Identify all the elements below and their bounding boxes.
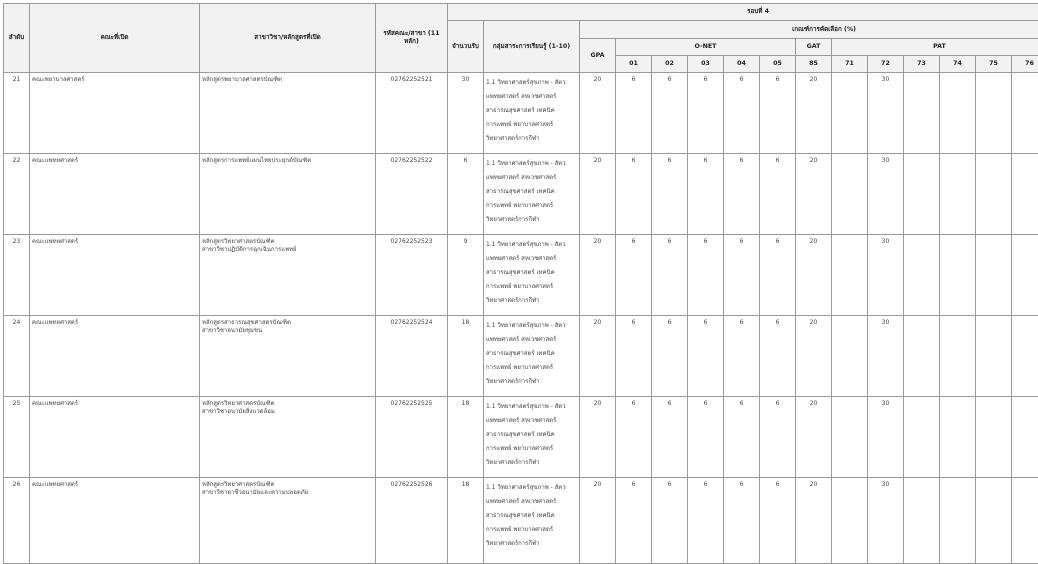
- header-onet-04: 04: [724, 56, 760, 73]
- row-group-line: การแพทย์ พยาบาลศาสตร์: [486, 118, 579, 132]
- row-onet-02: 6: [652, 397, 688, 478]
- row-onet-03: 6: [688, 478, 724, 564]
- row-program-line: หลักสูตรสาธารณสุขศาสตรบัณฑิต: [202, 319, 375, 327]
- header-onet: O-NET: [616, 39, 796, 56]
- row-pat-76: [1012, 316, 1038, 397]
- row-onet-03: 6: [688, 154, 724, 235]
- row-groups: [484, 235, 580, 316]
- row-onet-05: 6: [760, 73, 796, 154]
- row-pat-72: 30: [868, 316, 904, 397]
- row-pat-75: [976, 316, 1012, 397]
- row-group-line: สาธารณสุขศาสตร์ เทคนิค: [486, 266, 579, 280]
- row-onet-04: 6: [724, 154, 760, 235]
- header-program: สาขาวิชา/หลักสูตรที่เปิด: [200, 4, 376, 73]
- header-groups: กลุ่มสาระการเรียนรู้ (1-10): [484, 21, 580, 73]
- next-row-stub: [3, 550, 1037, 561]
- table-body: [4, 73, 1038, 564]
- row-group-line: วิทยาศาสตร์การกีฬา: [486, 294, 579, 308]
- header-quota: จำนวนรับ: [448, 21, 484, 73]
- row-code: 02762252525: [376, 397, 448, 478]
- row-faculty: คณะแพทยศาสตร์: [30, 397, 200, 478]
- row-program-line: หลักสูตรวิทยาศาสตรบัณฑิต: [202, 238, 375, 246]
- row-faculty: คณะแพทยศาสตร์: [30, 316, 200, 397]
- row-faculty: คณะแพทยศาสตร์: [30, 235, 200, 316]
- header-gpa: GPA: [580, 39, 616, 73]
- row-quota: 18: [448, 316, 484, 397]
- row-groups: [484, 397, 580, 478]
- header-onet-03: 03: [688, 56, 724, 73]
- header-pat-74: 74: [940, 56, 976, 73]
- row-pat-75: [976, 235, 1012, 316]
- row-program-line: สาขาวิชาอนามัยชุมชน: [202, 327, 375, 335]
- table-row: [4, 154, 1038, 235]
- table-header: [4, 4, 1038, 73]
- header-gat: GAT: [796, 39, 832, 56]
- row-group-line: 1.1 วิทยาศาสตร์สุขภาพ - สัตว: [486, 157, 579, 171]
- row-group-line: การแพทย์ พยาบาลศาสตร์: [486, 442, 579, 456]
- header-gat-85: 85: [796, 56, 832, 73]
- row-group-line: แพทยศาสตร์ สหเวชศาสตร์: [486, 252, 579, 266]
- row-onet-01: 6: [616, 478, 652, 564]
- row-seq: 23: [4, 235, 30, 316]
- row-quota: 9: [448, 235, 484, 316]
- row-onet-05: 6: [760, 397, 796, 478]
- row-pat-73: [904, 154, 940, 235]
- row-gat: 20: [796, 73, 832, 154]
- row-onet-03: 6: [688, 397, 724, 478]
- row-onet-04: 6: [724, 235, 760, 316]
- header-round: รอบที่ 4: [448, 4, 1038, 21]
- header-pat: PAT: [832, 39, 1038, 56]
- header-pat-76: 76: [1012, 56, 1038, 73]
- row-pat-74: [940, 397, 976, 478]
- row-program-line: หลักสูตรพยาบาลศาสตรบัณฑิต: [202, 76, 375, 84]
- row-group-line: การแพทย์ พยาบาลศาสตร์: [486, 280, 579, 294]
- row-onet-03: 6: [688, 73, 724, 154]
- header-code: รหัสคณะ/สาขา (11 หลัก): [376, 4, 448, 73]
- row-group-line: สาธารณสุขศาสตร์ เทคนิค: [486, 509, 579, 523]
- row-group-line: วิทยาศาสตร์การกีฬา: [486, 456, 579, 470]
- row-pat-71: [832, 397, 868, 478]
- row-code: 02762252523: [376, 235, 448, 316]
- row-group-line: สาธารณสุขศาสตร์ เทคนิค: [486, 428, 579, 442]
- row-group-line: สาธารณสุขศาสตร์ เทคนิค: [486, 347, 579, 361]
- row-onet-05: 6: [760, 154, 796, 235]
- row-group-line: แพทยศาสตร์ สหเวชศาสตร์: [486, 333, 579, 347]
- row-onet-05: 6: [760, 235, 796, 316]
- row-group-line: แพทยศาสตร์ สหเวชศาสตร์: [486, 171, 579, 185]
- row-onet-05: 6: [760, 316, 796, 397]
- row-pat-75: [976, 154, 1012, 235]
- header-onet-05: 05: [760, 56, 796, 73]
- row-pat-72: 30: [868, 73, 904, 154]
- row-gat: 20: [796, 235, 832, 316]
- row-seq: 21: [4, 73, 30, 154]
- row-onet-04: 6: [724, 316, 760, 397]
- row-group-line: 1.1 วิทยาศาสตร์สุขภาพ - สัตว: [486, 319, 579, 333]
- row-pat-74: [940, 73, 976, 154]
- admission-criteria-sheet: [3, 3, 1036, 564]
- row-groups: [484, 73, 580, 154]
- header-criteria: เกณฑ์การคัดเลือก (%): [580, 21, 1038, 39]
- row-onet-04: 6: [724, 478, 760, 564]
- row-group-line: สาธารณสุขศาสตร์ เทคนิค: [486, 104, 579, 118]
- table-row: [4, 397, 1038, 478]
- row-code: 02762252524: [376, 316, 448, 397]
- row-pat-74: [940, 235, 976, 316]
- row-groups: [484, 316, 580, 397]
- row-pat-76: [1012, 397, 1038, 478]
- row-quota: 6: [448, 154, 484, 235]
- row-code: 02762252521: [376, 73, 448, 154]
- header-onet-01: 01: [616, 56, 652, 73]
- row-pat-75: [976, 73, 1012, 154]
- row-onet-05: 6: [760, 478, 796, 564]
- row-program-line: หลักสูตรการแพทย์แผนไทยประยุกต์บัณฑิต: [202, 157, 375, 165]
- header-pat-71: 71: [832, 56, 868, 73]
- row-quota: 30: [448, 73, 484, 154]
- row-program: [200, 316, 376, 397]
- row-faculty: คณะแพทยศาสตร์: [30, 154, 200, 235]
- row-pat-72: 30: [868, 235, 904, 316]
- row-faculty: คณะแพทยศาสตร์: [30, 478, 200, 564]
- row-gat: 20: [796, 397, 832, 478]
- row-program-line: สาขาวิชาอาชีวอนามัยและความปลอดภัย: [202, 489, 375, 497]
- row-pat-71: [832, 154, 868, 235]
- row-group-line: 1.1 วิทยาศาสตร์สุขภาพ - สัตว: [486, 238, 579, 252]
- row-gpa: 20: [580, 73, 616, 154]
- row-group-line: 1.1 วิทยาศาสตร์สุขภาพ - สัตว: [486, 400, 579, 414]
- row-group-line: วิทยาศาสตร์การกีฬา: [486, 132, 579, 146]
- row-pat-72: 30: [868, 154, 904, 235]
- row-onet-03: 6: [688, 316, 724, 397]
- row-onet-01: 6: [616, 316, 652, 397]
- header-pat-73: 73: [904, 56, 940, 73]
- row-quota: 18: [448, 478, 484, 564]
- row-onet-01: 6: [616, 154, 652, 235]
- table-row: [4, 316, 1038, 397]
- row-gat: 20: [796, 316, 832, 397]
- row-program-line: สาขาวิชาอนามัยสิ่งแวดล้อม: [202, 408, 375, 416]
- row-pat-71: [832, 316, 868, 397]
- row-onet-02: 6: [652, 235, 688, 316]
- row-onet-02: 6: [652, 73, 688, 154]
- row-group-line: การแพทย์ พยาบาลศาสตร์: [486, 361, 579, 375]
- row-pat-72: 30: [868, 397, 904, 478]
- row-onet-02: 6: [652, 316, 688, 397]
- row-gpa: 20: [580, 235, 616, 316]
- row-onet-01: 6: [616, 397, 652, 478]
- row-program: [200, 235, 376, 316]
- row-seq: 24: [4, 316, 30, 397]
- row-group-line: 1.1 วิทยาศาสตร์สุขภาพ - สัตว: [486, 76, 579, 90]
- row-groups: [484, 154, 580, 235]
- header-pat-75: 75: [976, 56, 1012, 73]
- table-row: [4, 73, 1038, 154]
- row-pat-71: [832, 73, 868, 154]
- row-onet-01: 6: [616, 235, 652, 316]
- admission-table: [3, 3, 1038, 564]
- row-pat-76: [1012, 235, 1038, 316]
- row-gat: 20: [796, 154, 832, 235]
- row-gpa: 20: [580, 397, 616, 478]
- row-gpa: 20: [580, 316, 616, 397]
- row-onet-02: 6: [652, 478, 688, 564]
- row-group-line: การแพทย์ พยาบาลศาสตร์: [486, 199, 579, 213]
- header-onet-02: 02: [652, 56, 688, 73]
- row-group-line: แพทยศาสตร์ สหเวชศาสตร์: [486, 414, 579, 428]
- row-pat-71: [832, 235, 868, 316]
- row-gat: 20: [796, 478, 832, 564]
- row-group-line: การแพทย์ พยาบาลศาสตร์: [486, 523, 579, 537]
- header-seq: ลำดับ: [4, 4, 30, 73]
- row-onet-03: 6: [688, 235, 724, 316]
- header-faculty: คณะที่เปิด: [30, 4, 200, 73]
- row-group-line: แพทยศาสตร์ สหเวชศาสตร์: [486, 495, 579, 509]
- row-pat-72: 30: [868, 478, 904, 564]
- row-program: [200, 73, 376, 154]
- row-program: [200, 154, 376, 235]
- row-onet-04: 6: [724, 73, 760, 154]
- row-program-line: หลักสูตรวิทยาศาสตรบัณฑิต: [202, 481, 375, 489]
- row-onet-02: 6: [652, 154, 688, 235]
- row-group-line: แพทยศาสตร์ สหเวชศาสตร์: [486, 90, 579, 104]
- row-program-line: สาขาวิชาปฏิบัติการฉุกเฉินการแพทย์: [202, 246, 375, 254]
- row-gpa: 20: [580, 478, 616, 564]
- row-onet-04: 6: [724, 397, 760, 478]
- row-pat-74: [940, 316, 976, 397]
- row-seq: 26: [4, 478, 30, 564]
- row-group-line: 1.1 วิทยาศาสตร์สุขภาพ - สัตว: [486, 481, 579, 495]
- table-row: [4, 235, 1038, 316]
- header-pat-72: 72: [868, 56, 904, 73]
- row-group-line: วิทยาศาสตร์การกีฬา: [486, 213, 579, 227]
- row-seq: 25: [4, 397, 30, 478]
- row-group-line: วิทยาศาสตร์การกีฬา: [486, 375, 579, 389]
- row-pat-73: [904, 235, 940, 316]
- row-code: 02762252526: [376, 478, 448, 564]
- row-group-line: สาธารณสุขศาสตร์ เทคนิค: [486, 185, 579, 199]
- row-seq: 22: [4, 154, 30, 235]
- row-group-line: วิทยาศาสตร์การกีฬา: [486, 537, 579, 551]
- row-quota: 18: [448, 397, 484, 478]
- row-pat-73: [904, 316, 940, 397]
- row-pat-73: [904, 397, 940, 478]
- row-gpa: 20: [580, 154, 616, 235]
- row-pat-74: [940, 154, 976, 235]
- row-pat-76: [1012, 154, 1038, 235]
- row-code: 02762252522: [376, 154, 448, 235]
- row-faculty: คณะพยาบาลศาสตร์: [30, 73, 200, 154]
- row-pat-76: [1012, 73, 1038, 154]
- row-pat-73: [904, 73, 940, 154]
- row-onet-01: 6: [616, 73, 652, 154]
- row-pat-75: [976, 397, 1012, 478]
- row-program-line: หลักสูตรวิทยาศาสตรบัณฑิต: [202, 400, 375, 408]
- row-program: [200, 397, 376, 478]
